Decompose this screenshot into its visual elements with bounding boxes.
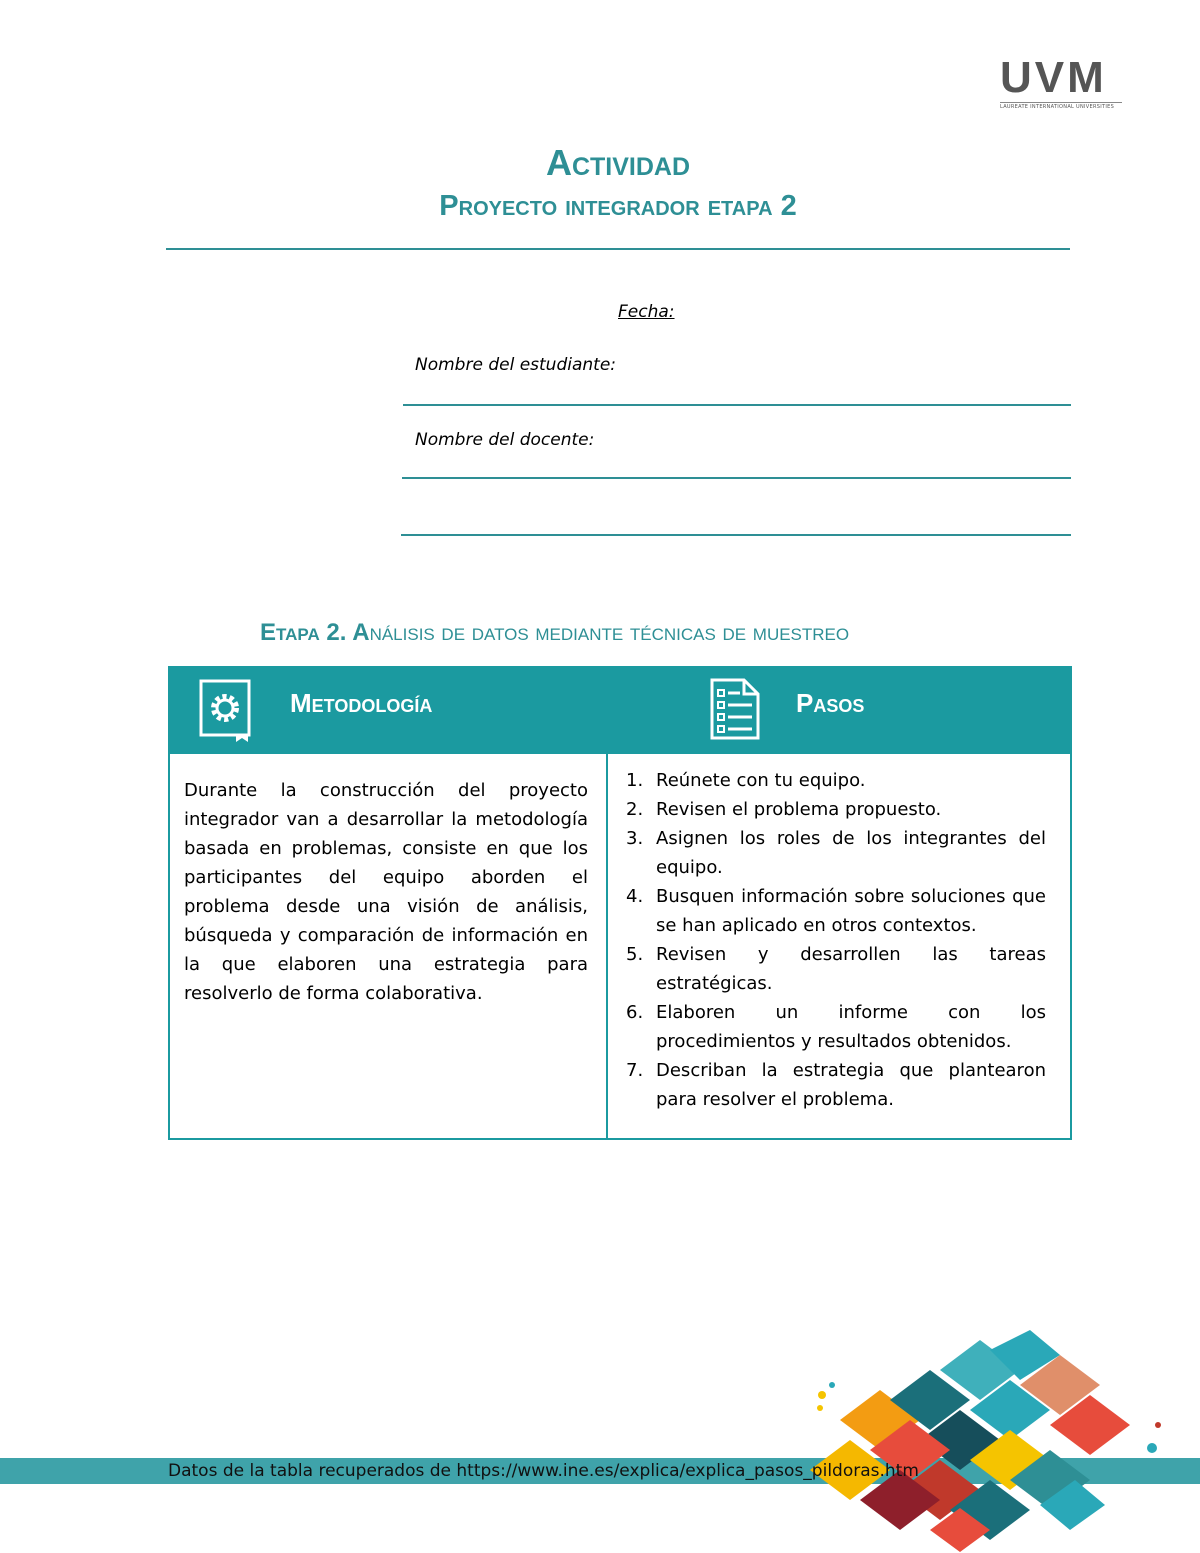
logo-subtext: LAUREATE INTERNATIONAL UNIVERSITIES <box>1000 102 1122 110</box>
methodology-table <box>168 666 1072 1140</box>
metodologia-text: Durante la construcción del proyecto integrador van a desarrollar la metodología basada en problemas, consiste en que los participantes del equipo aborden el problema desde una visión de análisis, búsqueda y comparación de información en la que elaboren una estrategia para resolverlo de forma colaborativa. <box>184 780 588 1004</box>
column-divider <box>606 754 608 1140</box>
docente-line <box>402 477 1071 479</box>
step-number: 2. <box>626 799 644 820</box>
title-divider <box>166 248 1070 250</box>
fecha-label: Fecha: <box>618 302 675 322</box>
step-number: 7. <box>626 1060 644 1081</box>
step-text: Busquen información sobre soluciones que se han aplicado en otros contextos. <box>656 886 1046 936</box>
list-item <box>626 795 1046 824</box>
estudiante-label: Nombre del estudiante: <box>415 355 617 375</box>
docente-label: Nombre del docente: <box>415 430 595 450</box>
logo-text: UVM <box>1000 53 1107 102</box>
list-item <box>626 824 1046 882</box>
step-text: Elaboren un informe con los procedimientos y resultados obtenidos. <box>656 1002 1046 1052</box>
estudiante-line <box>403 404 1071 406</box>
uvm-logo <box>1000 53 1122 110</box>
pasos-header: Pasos <box>796 688 865 718</box>
list-item <box>626 1056 1046 1114</box>
step-number: 6. <box>626 1002 644 1023</box>
step-number: 3. <box>626 828 644 849</box>
step-text: Describan la estrategia que plantearon para resolver el problema. <box>656 1060 1046 1110</box>
gear-document-icon <box>198 678 254 744</box>
list-item <box>626 998 1046 1056</box>
step-text: Revisen y desarrollen las tareas estratégicas. <box>656 944 1046 994</box>
list-item <box>626 940 1046 998</box>
step-number: 1. <box>626 770 644 791</box>
step-text: Reúnete con tu equipo. <box>656 770 866 791</box>
table-header <box>170 668 1070 754</box>
decorative-cubes-graphic <box>800 1330 1200 1553</box>
page-title: Actividad <box>545 142 691 183</box>
step-text: Revisen el problema propuesto. <box>656 799 942 820</box>
list-item <box>626 882 1046 940</box>
step-number: 5. <box>626 944 644 965</box>
metodologia-header: Metodología <box>290 688 433 718</box>
list-item <box>626 766 1046 795</box>
checklist-icon <box>708 676 762 742</box>
page-subtitle: Proyecto integrador etapa 2 <box>439 190 797 222</box>
pasos-list <box>626 766 1046 1114</box>
extra-line <box>401 534 1071 536</box>
section-heading-bold: Etapa 2. A <box>260 619 370 646</box>
section-heading <box>260 619 849 647</box>
footer-source-text: Datos de la tabla recuperados de https://www.ine.es/explica/explica_pasos_pildoras.htm <box>168 1461 919 1481</box>
step-text: Asignen los roles de los integrantes del equipo. <box>656 828 1046 878</box>
step-number: 4. <box>626 886 644 907</box>
section-heading-rest: nálisis de datos mediante técnicas de muestreo <box>369 619 850 646</box>
